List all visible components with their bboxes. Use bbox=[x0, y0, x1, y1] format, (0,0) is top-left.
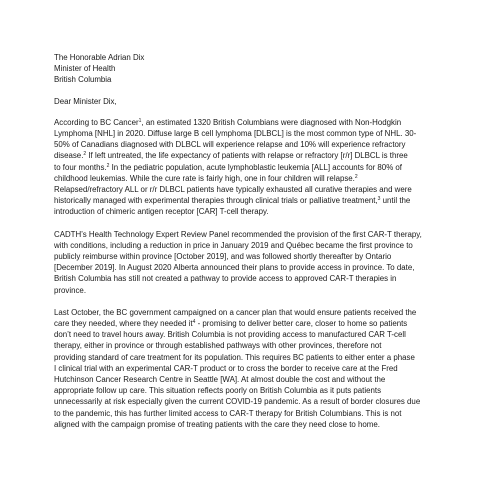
text-line: to four months.$^2$ In the pediatric population, acute lymphoblastic leukemia [ALL] accounts for 80% of bbox=[54, 162, 402, 172]
text-line: publicly reimburse within province [October 2019], and was followed shortly thereafter by Ontario bbox=[54, 252, 392, 262]
body-paragraph bbox=[54, 229, 466, 296]
text-line: [December 2019]. In August 2020 Alberta announced their plans to provide access in province. To date, bbox=[54, 263, 415, 273]
text-line: province. bbox=[54, 285, 87, 295]
text-line: British Columbia has still not created a pathway to provide access to approved CAR-T therapies in bbox=[54, 274, 397, 284]
text-line: to the pandemic, this has further limited access to CAR-T therapy for British Columbians. This is not bbox=[54, 408, 402, 418]
text-line: According to BC Cancer$^1$, an estimated 1320 British Columbians were diagnosed with Non-Hodgkin bbox=[54, 117, 402, 127]
text-line: unnecessarily at risk especially given the current COVID-19 pandemic. As a result of border closures due bbox=[54, 397, 421, 407]
text-line: Last October, the BC government campaigned on a cancer plan that would ensure patients received the bbox=[54, 307, 417, 317]
salutation: Dear Minister Dix, bbox=[54, 96, 117, 106]
recipient-address bbox=[54, 52, 466, 86]
text-line: Relapsed/refractory ALL or r/r DLBCL patients have typically exhausted all curative therapies and were bbox=[54, 185, 412, 195]
text-line: don’t need to travel hours away. British Columbia is not providing access to manufactured CAR T-cell bbox=[54, 330, 406, 340]
text-line: providing standard of care treatment for its population. This requires BC patients to either enter a phase bbox=[54, 352, 415, 362]
text-line: aligned with the campaign promise of treating patients with the care they need close to home. bbox=[54, 419, 380, 429]
footnote-ref: 4 bbox=[192, 319, 196, 326]
recipient-name: The Honorable Adrian Dix bbox=[54, 53, 145, 62]
body-paragraph bbox=[54, 307, 466, 430]
footnote-ref: 3 bbox=[377, 196, 381, 203]
text-line: historically managed with experimental therapies through clinical trials or palliative treatment,$^3$ until the bbox=[54, 196, 411, 206]
body-paragraph bbox=[54, 117, 466, 218]
text-line: Hutchinson Cancer Research Centre in Seattle [WA]. At almost double the cost and without the bbox=[54, 375, 386, 385]
recipient-region: British Columbia bbox=[54, 75, 112, 85]
text-line: appropriate follow up care. This situation reflects poorly on British Columbia as it puts patients bbox=[54, 386, 382, 396]
text-line: care they needed, where they needed $it^4$ - promising to deliver better care, closer to home so patients bbox=[54, 319, 408, 329]
text-line: childhood leukemias. While the cure rate is fairly high, one in four children will relapse.$^2$ bbox=[54, 173, 358, 183]
footnote-ref: 2 bbox=[354, 173, 358, 180]
footnote-ref: 1 bbox=[138, 117, 142, 124]
text-line: Lymphoma [NHL] in 2020. Diffuse large B cell lymphoma [DLBCL] is the most common type of NHL. 30- bbox=[54, 129, 417, 139]
text-line: introduction of chimeric antigen receptor [CAR] T-cell therapy. bbox=[54, 207, 269, 217]
text-line: CADTH’s Health Technology Expert Review Panel recommended the provision of the first CAR-T therapy, bbox=[54, 229, 422, 239]
text-line: 50% of Canadians diagnosed with DLBCL will experience relapse and 10% will experience refractory bbox=[54, 140, 406, 150]
text-line: I clinical trial with an experimental CAR-T product or to cross the border to receive care at the Fred bbox=[54, 363, 398, 373]
recipient-title: Minister of Health bbox=[54, 64, 116, 74]
letter-body bbox=[54, 117, 466, 430]
footnote-ref: 2 bbox=[83, 151, 87, 158]
footnote-ref: 2 bbox=[106, 162, 110, 169]
text-line: therapy, either in province or through established pathways with other provinces, therefore not bbox=[54, 341, 382, 351]
letter-page bbox=[54, 52, 466, 441]
text-line: with conditions, including a reduction in price in January 2019 and Québec became the first province to bbox=[54, 240, 413, 250]
text-line: disease.$^2$ If left untreated, the life expectancy of patients with relapse or refractory [r/r] DLBCL is three bbox=[54, 151, 408, 161]
